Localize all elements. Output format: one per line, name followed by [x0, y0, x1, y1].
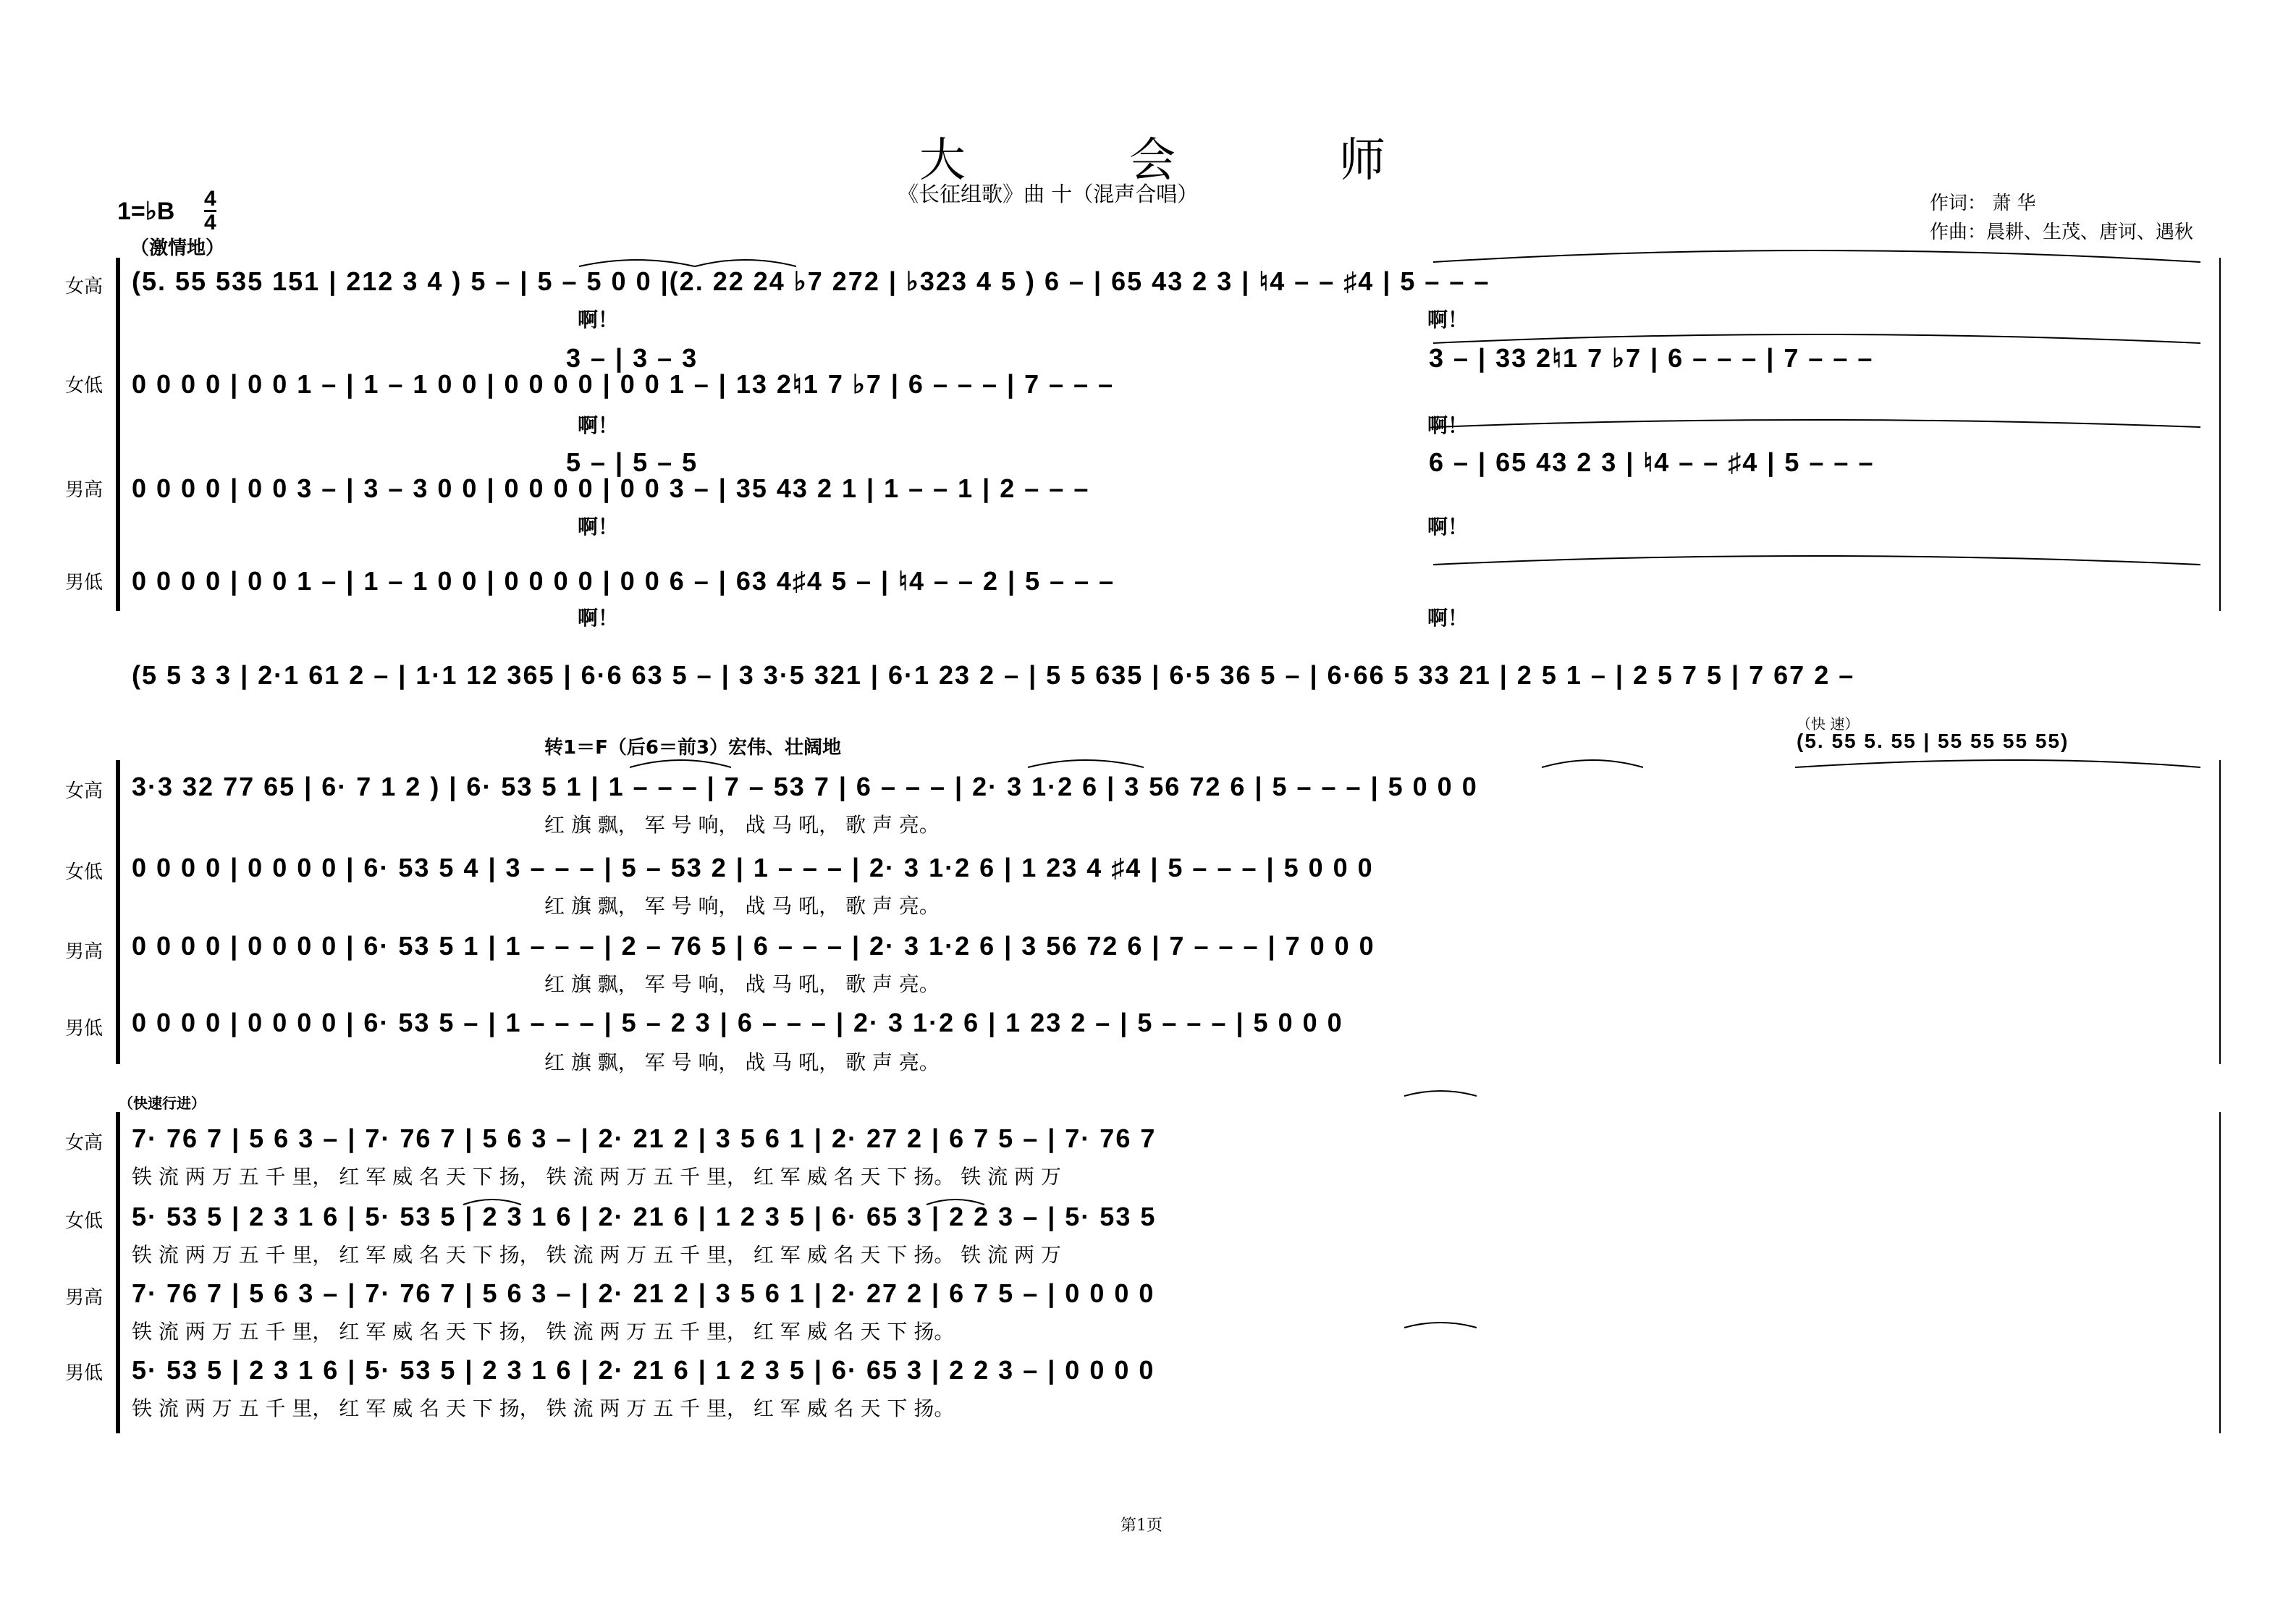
system1-tenor-line: 0 0 0 0 | 0 0 3 – | 3 – 3 0 0 | 0 0 0 0 | 0 0 3 – | 35 43 2 1 | 1 – – 1 | 2 – – –: [132, 473, 1090, 503]
slur: [1433, 556, 2200, 565]
slur: [1433, 420, 2200, 427]
system3-bass-line: 5· 53 5 | 2 3 1 6 | 5· 53 5 | 2 3 1 6 | 2· 21 6 | 1 2 3 5 | 6· 65 3 | 2 2 3 – | 0 0 0 0: [132, 1355, 1155, 1385]
ah-lyric-t-1: 啊！: [578, 515, 619, 539]
system1-alto-line: 0 0 0 0 | 0 0 1 – | 1 – 1 0 0 | 0 0 0 0 | 0 0 1 – | 13 2♮1 7 ♭7 | 6 – – – | 7 – – –: [132, 369, 1115, 399]
time-top: 4: [204, 187, 216, 211]
system2-tenor-line: 0 0 0 0 | 0 0 0 0 | 6· 53 5 1 | 1 – – – | 2 – 76 5 | 6 – – – | 2· 3 1·2 6 | 3 56 72 6 | 7 – – – | 7 0 0 0: [132, 931, 1375, 961]
system3-bass-lyrics: 铁 流 两 万 五 千 里， 红 军 威 名 天 下 扬， 铁 流 两 万 五 千 里， 红 军 威 名 天 下 扬。: [132, 1396, 955, 1420]
system1-tenor-upper-left: 5 – | 5 – 5: [566, 447, 698, 477]
voice-label-soprano-3: 女高: [65, 1132, 104, 1154]
slur: [630, 760, 731, 767]
system3-soprano-line: 7· 76 7 | 5 6 3 – | 7· 76 7 | 5 6 3 – | 2· 21 2 | 3 5 6 1 | 2· 27 2 | 6 7 5 – | 7· 76 7: [132, 1124, 1157, 1153]
ah-lyric-s-1: 啊！: [578, 308, 619, 332]
system1-alto-upper-right: 3 – | 33 2♮1 7 ♭7 | 6 – – – | 7 – – –: [1429, 343, 1874, 373]
voice-label-bass-2: 男低: [65, 1018, 104, 1040]
title-char-1: 大: [919, 134, 966, 187]
system2-soprano-line: 3·3 32 77 65 | 6· 7 1 2 ) | 6· 53 5 1 | 1 – – – | 7 – 53 7 | 6 – – – | 2· 3 1·2 6 | 3 56 72 6 | 5 – – – | 5 0 0 0: [132, 772, 1478, 801]
page-number: 第1页: [1120, 1517, 1162, 1535]
system2-bass-lyrics: 红 旗 飘， 军 号 响， 战 马 吼， 歌 声 亮。: [544, 1050, 940, 1074]
system2-soprano-lyrics: 红 旗 飘， 军 号 响， 战 马 吼， 歌 声 亮。: [544, 813, 940, 837]
system2-bass-line: 0 0 0 0 | 0 0 0 0 | 6· 53 5 – | 1 – – – | 5 – 2 3 | 6 – – – | 2· 3 1·2 6 | 1 23 2 – | 5 – – – | 5 0 0 0: [132, 1008, 1343, 1037]
tempo-marking: （激情地）: [130, 237, 225, 259]
slur: [927, 1200, 984, 1205]
system3-soprano-lyrics: 铁 流 两 万 五 千 里， 红 军 威 名 天 下 扬， 铁 流 两 万 五 千 里， 红 军 威 名 天 下 扬。 铁 流 两 万: [132, 1165, 1061, 1189]
key-text: 1=♭B: [117, 198, 175, 225]
system1-alto-upper-left: 3 – | 3 – 3: [566, 343, 698, 373]
ah-lyric-s-2: 啊！: [1427, 308, 1469, 332]
slur: [695, 260, 796, 266]
slur: [1542, 760, 1643, 767]
voice-label-bass: 男低: [65, 572, 104, 594]
system1-bass-line: 0 0 0 0 | 0 0 1 – | 1 – 1 0 0 | 0 0 0 0 | 0 0 6 – | 63 4♯4 5 – | ♮4 – – 2 | 5 – – –: [132, 566, 1115, 596]
voice-label-tenor-2: 男高: [65, 941, 104, 963]
ah-lyric-a-1: 啊！: [578, 413, 619, 437]
fast-marking: （快 速）: [1797, 715, 1860, 733]
lyricist-credit: 作词： 萧 华: [1930, 193, 2036, 214]
system2-alto-lyrics: 红 旗 飘， 军 号 响， 战 马 吼， 歌 声 亮。: [544, 894, 940, 918]
fast-interlude-notes: (5. 55 5. 55 | 55 55 55 55): [1797, 730, 2069, 752]
system2-tenor-lyrics: 红 旗 飘， 军 号 响， 战 马 吼， 歌 声 亮。: [544, 972, 940, 996]
voice-label-alto: 女低: [65, 375, 104, 397]
slur: [1404, 1323, 1477, 1328]
ah-lyric-a-2: 啊！: [1427, 413, 1469, 437]
system2-alto-line: 0 0 0 0 | 0 0 0 0 | 6· 53 5 4 | 3 – – – | 5 – 53 2 | 1 – – – | 2· 3 1·2 6 | 1 23 4 ♯4 | 5 – – – | 5 0 0 0: [132, 853, 1374, 882]
interlude-line: (5 5 3 3 | 2·1 61 2 – | 1·1 12 365 | 6·6 63 5 – | 3 3·5 321 | 6·1 23 2 – | 5 5 635 | 6·5 36 5 – | 6·66 5 33 21 | 2 5 1 – | 2 5 7 5 | 7 67 2 –: [132, 660, 1855, 690]
voice-label-soprano-2: 女高: [65, 780, 104, 802]
system1-tenor-upper-right: 6 – | 65 43 2 3 | ♮4 – – ♯4 | 5 – – –: [1429, 447, 1875, 477]
title-char-2: 会: [1129, 134, 1176, 187]
voice-label-alto-3: 女低: [65, 1210, 104, 1232]
slur: [1795, 760, 2200, 767]
voice-label-alto-2: 女低: [65, 861, 104, 883]
system3-tenor-lyrics: 铁 流 两 万 五 千 里， 红 军 威 名 天 下 扬， 铁 流 两 万 五 千 里， 红 军 威 名 天 下 扬。: [132, 1320, 955, 1344]
slur: [1028, 760, 1144, 767]
slur: [579, 260, 695, 266]
slur: [1433, 250, 2200, 262]
voice-label-tenor-3: 男高: [65, 1287, 104, 1309]
ah-lyric-t-2: 啊！: [1427, 515, 1469, 539]
voice-label-soprano: 女高: [65, 276, 104, 298]
ah-lyric-b-1: 啊！: [578, 606, 619, 630]
time-bottom: 4: [204, 211, 216, 235]
ah-lyric-b-2: 啊！: [1427, 606, 1469, 630]
modulation-marking: 转1＝F（后6＝前3）宏伟、壮阔地: [544, 737, 842, 759]
system3-tenor-line: 7· 76 7 | 5 6 3 – | 7· 76 7 | 5 6 3 – | 2· 21 2 | 3 5 6 1 | 2· 27 2 | 6 7 5 – | 0 0 0 0: [132, 1278, 1155, 1308]
slur: [1404, 1091, 1477, 1096]
title-char-3: 师: [1339, 134, 1385, 187]
slur: [1433, 334, 2200, 343]
system3-alto-line: 5· 53 5 | 2 3 1 6 | 5· 53 5 | 2 3 1 6 | 2· 21 6 | 1 2 3 5 | 6· 65 3 | 2 2 3 – | 5· 53 5: [132, 1202, 1157, 1231]
system1-soprano-line: (5. 55 535 151 | 212 3 4 ) 5 – | 5 – 5 0 0 |(2. 22 24 ♭7 272 | ♭323 4 5 ) 6 – | 65 43 2 3 | ♮4 – – ♯4 | 5 – – –: [132, 266, 1490, 296]
march-tempo-marking: （快速行进）: [119, 1095, 206, 1112]
system3-alto-lyrics: 铁 流 两 万 五 千 里， 红 军 威 名 天 下 扬， 铁 流 两 万 五 千 里， 红 军 威 名 天 下 扬。 铁 流 两 万: [132, 1243, 1061, 1267]
voice-label-bass-3: 男低: [65, 1362, 104, 1384]
voice-label-tenor: 男高: [65, 479, 104, 501]
slur: [463, 1200, 521, 1205]
song-subtitle: 《长征组歌》曲 十（混声合唱）: [898, 182, 1199, 206]
composer-credit: 作曲：晨耕、生茂、唐诃、遇秋: [1930, 222, 2194, 243]
